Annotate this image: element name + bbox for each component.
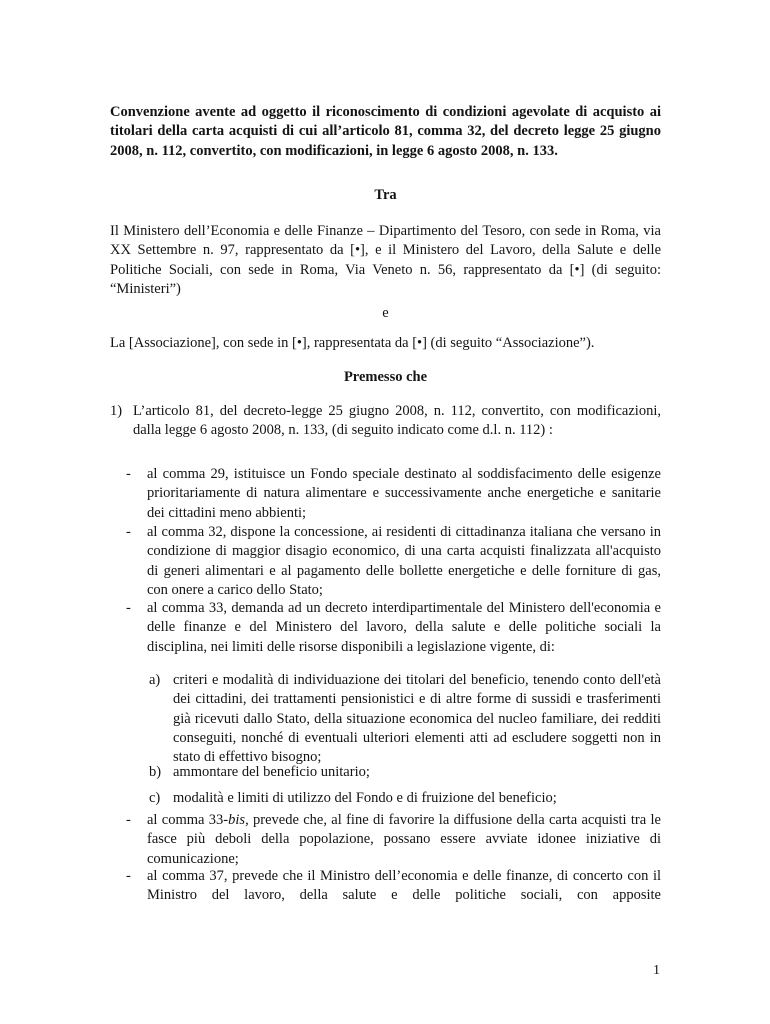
bullet-comma-33: al comma 33, demanda ad un decreto interdipartimentale del Ministero dell'economia e delle finanze e del Ministero del lavoro, della salute e delle politiche sociali la disciplina, nei limiti delle risorse disponibili a legislazione vigente, di: <box>147 600 661 655</box>
conjunction-e: e <box>382 305 389 321</box>
bullet-dash: - <box>126 524 131 540</box>
heading-tra: Tra <box>374 187 397 203</box>
point-1-marker: 1) <box>110 403 123 419</box>
subitem-c-text: modalità e limiti di utilizzo del Fondo e di fruizione del beneficio; <box>173 790 557 806</box>
bullet-comma-37: al comma 37, prevede che il Ministro dell’economia e delle finanze, di concerto con il Ministro del lavoro, della salute e delle politiche sociali, con apposite <box>147 868 661 904</box>
party-ministeri: Il Ministero dell’Economia e delle Finanze – Dipartimento del Tesoro, con sede in Roma, via XX Settembre n. 97, rappresentato da [•], e il Ministero del Lavoro, della Salute e delle Politiche Sociali, con sede in Roma, Via Veneto n. 56, rappresentato da [•] (di seguito: “Ministeri”) <box>110 223 661 297</box>
bullet-dash: - <box>126 868 131 884</box>
document-title: Convenzione avente ad oggetto il riconoscimento di condizioni agevolate di acquisto ai titolari della carta acquisti di cui all’articolo 81, comma 32, del decreto legge 25 giugno 2008, n. 112, convertito, con modificazioni, in legge 6 agosto 2008, n. 133. <box>110 104 661 159</box>
party-associazione: La [Associazione], con sede in [•], rappresentata da [•] (di seguito “Associazione”). <box>110 335 595 351</box>
subitem-b-text: ammontare del beneficio unitario; <box>173 764 370 780</box>
bullet-comma-32: al comma 32, dispone la concessione, ai residenti di cittadinanza italiana che versano in condizione di maggior disagio economico, di una carta acquisti finalizzata all'acquisto di generi alimentari e al pagamento delle bollette energetiche e delle forniture di gas, con onere a carico dello Stato; <box>147 524 661 598</box>
subitem-c-marker: c) <box>149 790 161 806</box>
subitem-a-marker: a) <box>149 672 161 688</box>
page-number: 1 <box>653 963 660 978</box>
bullet-dash: - <box>126 466 131 482</box>
bullet-bis-italic: bis <box>228 812 246 828</box>
bullet-comma-33-bis <box>147 811 661 869</box>
bullet-bis-before: al comma 33- <box>147 812 229 828</box>
heading-premesso-che: Premesso che <box>343 369 428 385</box>
bullet-dash: - <box>126 600 131 616</box>
bullet-bis-after: , prevede che, al fine di favorire la diffusione della carta acquisti tra le fasce più deboli della popolazione, possano essere avviate idonee iniziative di comunicazione; <box>147 812 661 867</box>
point-1-text: L’articolo 81, del decreto-legge 25 giugno 2008, n. 112, convertito, con modificazioni, dalla legge 6 agosto 2008, n. 133, (di seguito indicato come d.l. n. 112) : <box>133 403 661 439</box>
subitem-a-text: criteri e modalità di individuazione dei titolari del beneficio, tenendo conto dell'età dei cittadini, dei trattamenti pensionistici e di altre forme di sussidi e trasferimenti già ricevuti dallo Stato, della situazione economica del nucleo familiare, dei redditi conseguiti, nonché di eventuali ulteriori elementi atti ad escludere soggetti non in stato di effettivo bisogno; <box>173 672 661 766</box>
bullet-dash: - <box>126 812 131 828</box>
subitem-b-marker: b) <box>149 764 162 780</box>
bullet-comma-29: al comma 29, istituisce un Fondo speciale destinato al soddisfacimento delle esigenze prioritariamente di natura alimentare e successivamente anche energetiche e sanitarie dei cittadini meno abbienti; <box>147 466 661 521</box>
